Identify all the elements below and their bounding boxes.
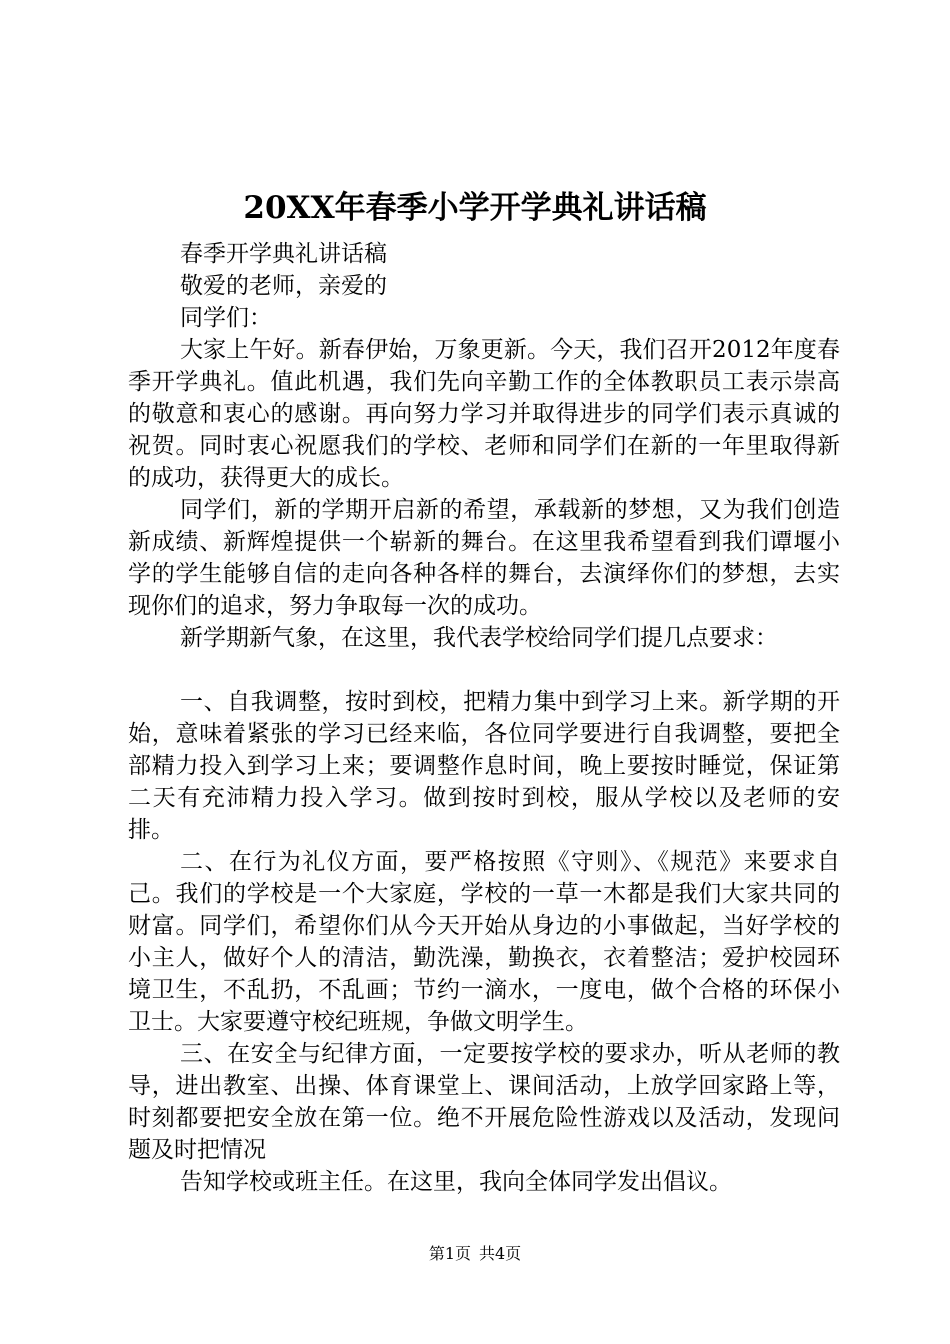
paragraph-requirements-intro: 新学期新气象，在这里，我代表学校给同学们提几点要求： xyxy=(180,625,778,651)
paragraph-closing: 告知学校或班主任。在这里，我向全体同学发出倡议。 xyxy=(180,1169,732,1195)
paragraph-salutation-cont: 同学们： xyxy=(180,305,272,331)
page-total: 共4页 xyxy=(479,1244,522,1263)
paragraph-new-semester: 同学们，新的学期开启新的希望，承载新的梦想，又为我们创造新成绩、新辉煌提供一个崭新的舞台。在这里我希望看到我们谭堰小学的学生能够自信的走向各种各样的舞台，去演绎你们的梦想，去实现你们的追求，努力争取每一次的成功。 xyxy=(128,497,840,619)
paragraph-requirement-2: 二、在行为礼仪方面，要严格按照《守则》、《规范》来要求自己。我们的学校是一个大家庭，学校的一草一木都是我们大家共同的财富。同学们，希望你们从今天开始从身边的小事做起，当好学校的小主人，做好个人的清洁，勤洗澡，勤换衣，衣着整洁；爱护校园环境卫生，不乱扔，不乱画；节约一滴水，一度电，做个合格的环保小卫士。大家要遵守校纪班规，争做文明学生。 xyxy=(128,849,840,1035)
paragraph-greeting: 大家上午好。新春伊始，万象更新。今天，我们召开2012年度春季开学典礼。值此机遇，我们先向辛勤工作的全体教职员工表示崇高的敬意和衷心的感谢。再向努力学习并取得进步的同学们表示真诚的祝贺。同时衷心祝愿我们的学校、老师和同学们在新的一年里取得新的成功，获得更大的成长。 xyxy=(128,337,840,491)
paragraph-salutation: 敬爱的老师，亲爱的 xyxy=(180,273,387,299)
paragraph-requirement-1: 一、自我调整，按时到校，把精力集中到学习上来。新学期的开始，意味着紧张的学习已经来临，各位同学要进行自我调整，要把全部精力投入到学习上来；要调整作息时间，晚上要按时睡觉，保证第二天有充沛精力投入学习。做到按时到校，服从学校以及老师的安排。 xyxy=(128,689,840,843)
document-title: 20XX年春季小学开学典礼讲话稿 xyxy=(243,190,707,226)
document-body xyxy=(128,238,840,1198)
page-number: 第1页 xyxy=(428,1244,471,1263)
paragraph-requirement-3: 三、在安全与纪律方面，一定要按学校的要求办，听从老师的教导，进出教室、出操、体育课堂上、课间活动，上放学回家路上等，时刻都要把安全放在第一位。绝不开展危险性游戏以及活动，发现问题及时把情况 xyxy=(128,1041,840,1163)
paragraph-heading: 春季开学典礼讲话稿 xyxy=(180,241,387,267)
page-footer xyxy=(0,1242,950,1266)
